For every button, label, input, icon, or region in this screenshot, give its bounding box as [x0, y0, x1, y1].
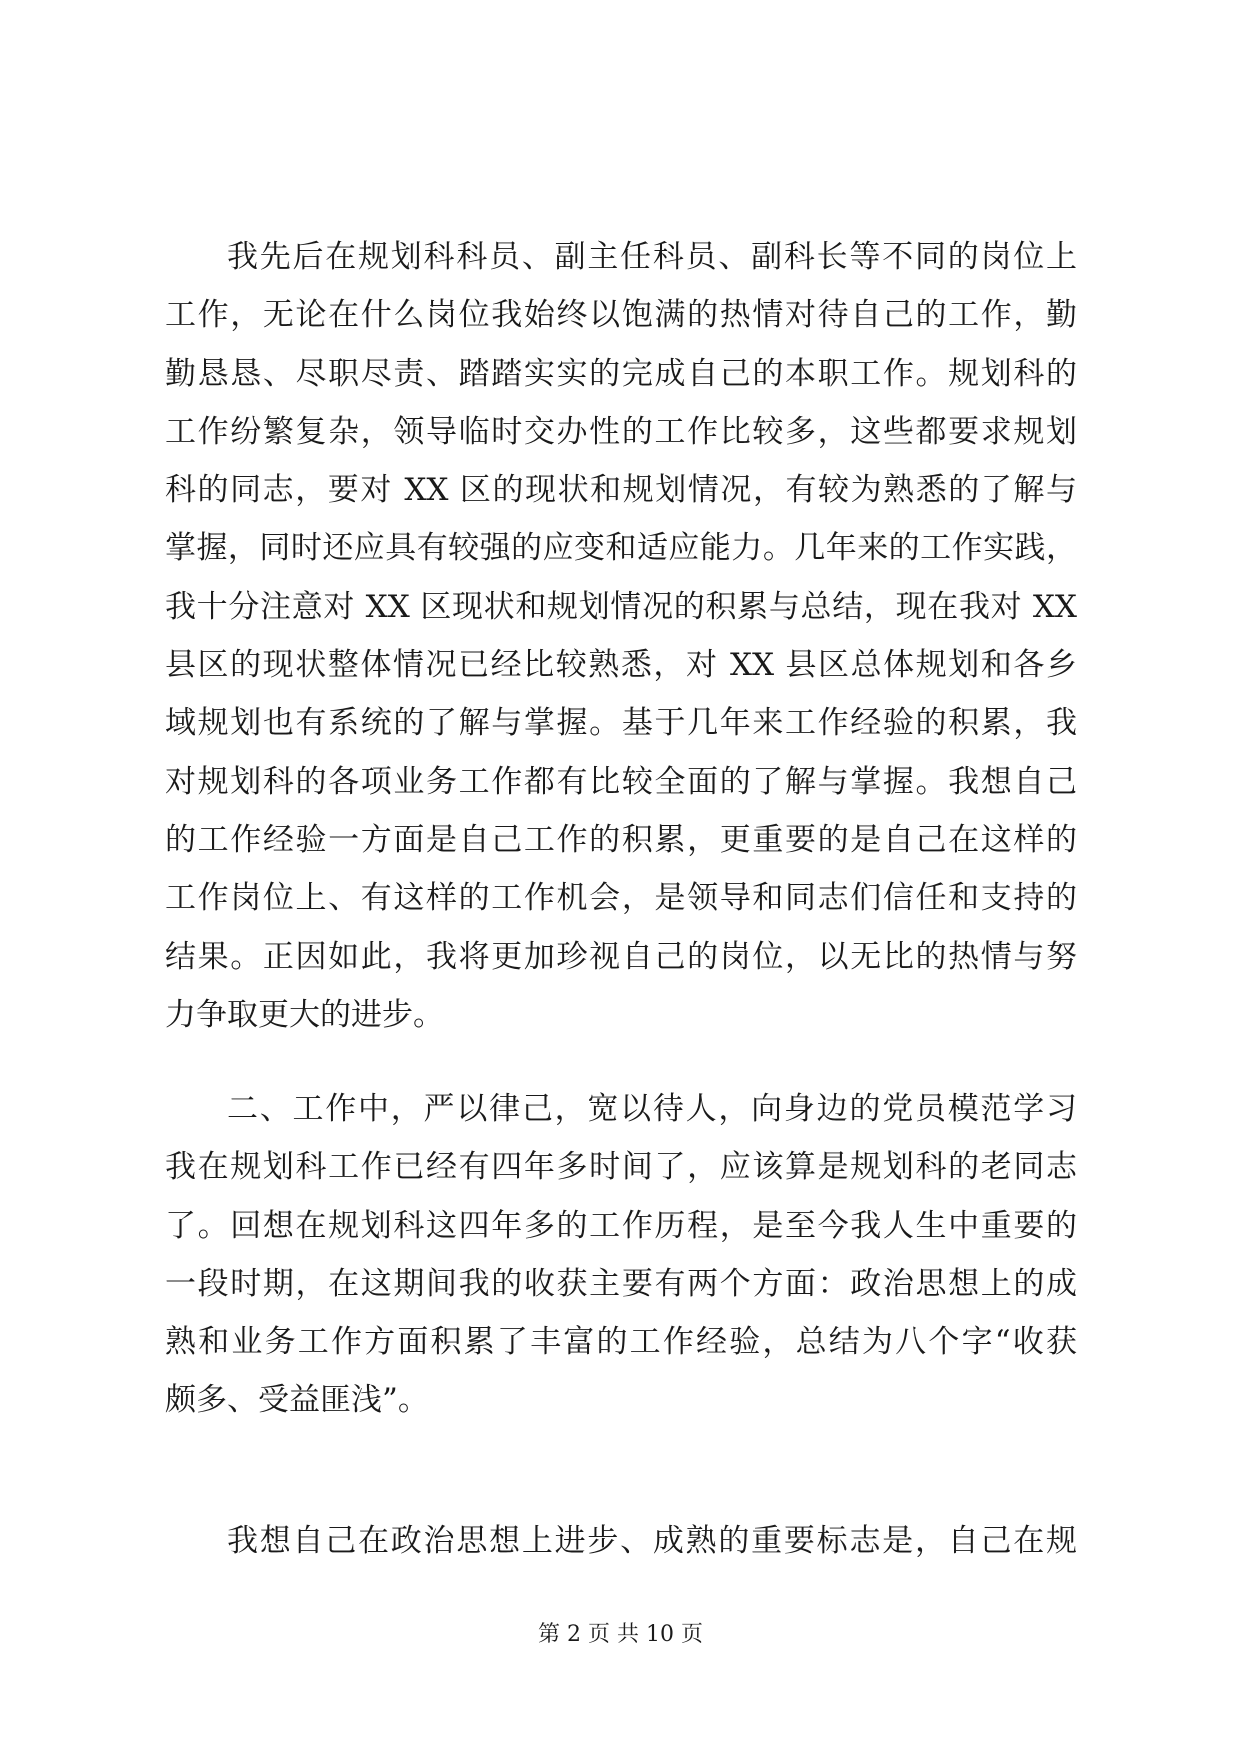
- text-line: 我十分注意对 XX 区现状和规划情况的积累与总结，现在我对 XX: [165, 588, 1077, 625]
- text-line: 勤恳恳、尽职尽责、踏踏实实的完成自己的本职工作。规划科的: [165, 355, 1077, 392]
- text-line: 县区的现状整体情况已经比较熟悉，对 XX 县区总体规划和各乡: [165, 647, 1077, 684]
- page-number-footer: 第 2 页 共 10 页: [538, 1622, 703, 1647]
- text-line: 我想自己在政治思想上进步、成熟的重要标志是，自己在规: [227, 1523, 1077, 1559]
- paragraph-political-thought: [165, 1512, 1077, 1570]
- paragraph-section-two: [165, 1080, 1077, 1430]
- text-line: 力争取更大的进步。: [165, 996, 444, 1033]
- text-line: 科的同志，要对 XX 区的现状和规划情况，有较为熟悉的了解与: [165, 472, 1077, 509]
- paragraph-work-experience: [165, 228, 1077, 1044]
- text-line: 工作岗位上、有这样的工作机会，是领导和同志们信任和支持的: [165, 880, 1077, 917]
- text-line: 结果。正因如此，我将更加珍视自己的岗位，以无比的热情与努: [165, 938, 1077, 975]
- text-line: 工作纷繁复杂，领导临时交办性的工作比较多，这些都要求规划: [165, 413, 1077, 450]
- text-line: 对规划科的各项业务工作都有比较全面的了解与掌握。我想自己: [165, 763, 1077, 800]
- text-line: 我先后在规划科科员、副主任科员、副科长等不同的岗位上: [227, 239, 1077, 275]
- text-line: 工作，无论在什么岗位我始终以饱满的热情对待自己的工作，勤: [165, 297, 1077, 334]
- text-line: 了。回想在规划科这四年多的工作历程，是至今我人生中重要的: [165, 1207, 1077, 1244]
- section-heading: 二、工作中，严以律己，宽以待人，向身边的党员模范学习: [227, 1091, 1077, 1127]
- text-line: 域规划也有系统的了解与掌握。基于几年来工作经验的积累，我: [165, 705, 1077, 742]
- text-line: 我在规划科工作已经有四年多时间了，应该算是规划科的老同志: [165, 1149, 1077, 1186]
- text-line: 熟和业务工作方面积累了丰富的工作经验，总结为八个字“收获: [165, 1324, 1077, 1361]
- text-line: 一段时期，在这期间我的收获主要有两个方面：政治思想上的成: [165, 1265, 1077, 1302]
- text-line: 颇多、受益匪浅”。: [165, 1382, 429, 1419]
- text-line: 的工作经验一方面是自己工作的积累，更重要的是自己在这样的: [165, 821, 1077, 858]
- text-line: 掌握，同时还应具有较强的应变和适应能力。几年来的工作实践，: [165, 530, 1077, 567]
